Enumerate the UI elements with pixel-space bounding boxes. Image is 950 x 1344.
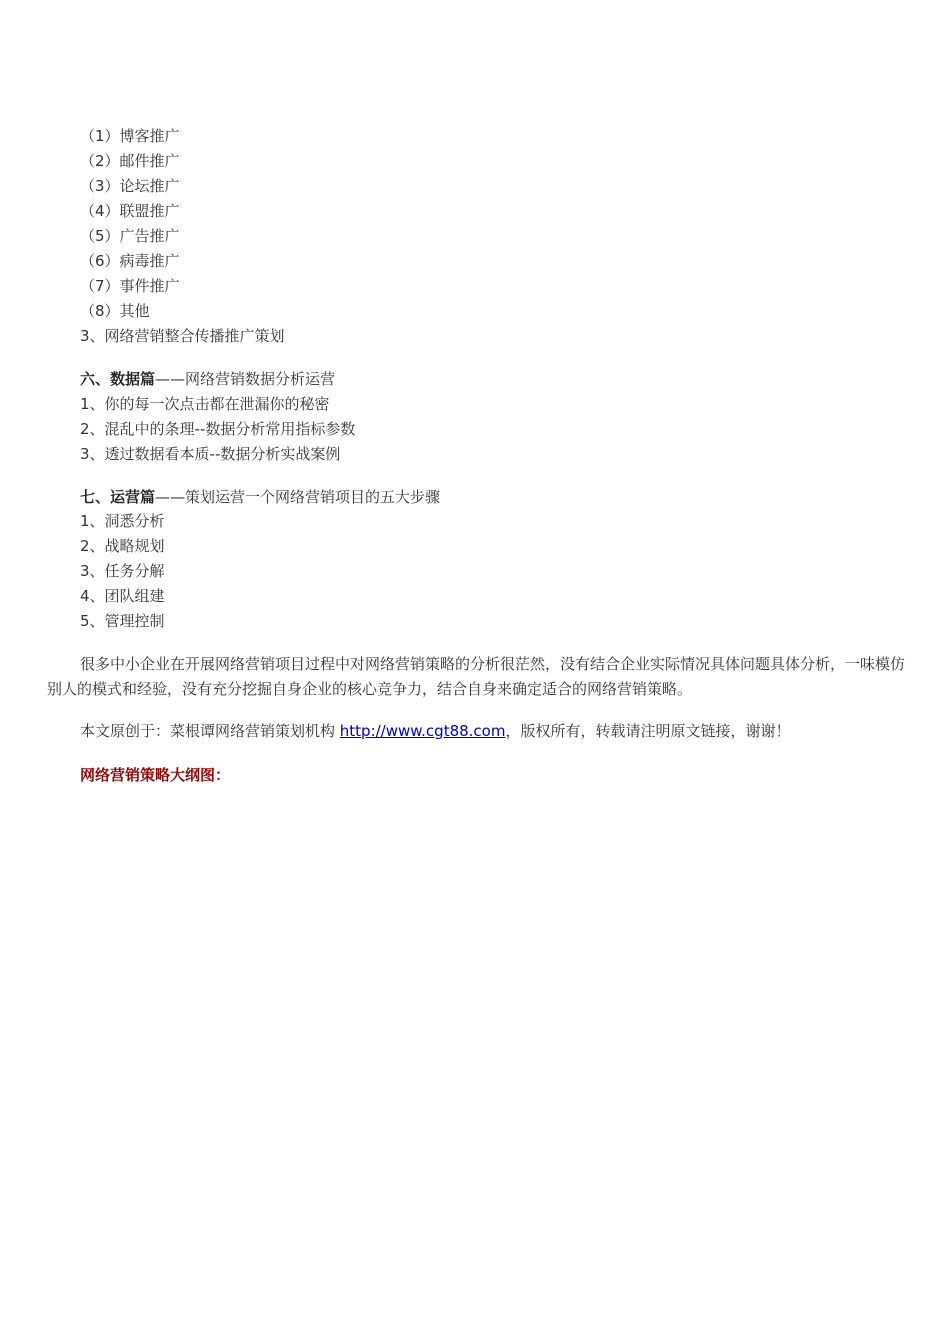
summary-paragraph: 很多中小企业在开展网络营销项目过程中对网络营销策略的分析很茫然，没有结合企业实际情况具体问题具体分析，一味模仿别人的模式和经验，没有充分挖掘自身企业的核心竞争力，结合自身来确定适合的网络营销策略。 <box>47 655 906 698</box>
list-item: 5、管理控制 <box>80 612 165 630</box>
credit-prefix: 本文原创于：菜根谭网络营销策划机构 <box>80 722 340 740</box>
list-item: （3）论坛推广 <box>80 177 180 195</box>
list-item: 4、团队组建 <box>80 587 165 605</box>
list-item: （7）事件推广 <box>80 277 180 295</box>
list-item: （6）病毒推广 <box>80 252 180 270</box>
list-item: 3、任务分解 <box>80 562 165 580</box>
list-item: 2、混乱中的条理--数据分析常用指标参数 <box>80 420 356 438</box>
list-item: 2、战略规划 <box>80 537 165 555</box>
list-item: （8）其他 <box>80 302 150 320</box>
list-item: （4）联盟推广 <box>80 202 180 220</box>
list-item: 1、洞悉分析 <box>80 512 165 530</box>
list-item: （5）广告推广 <box>80 227 180 245</box>
section-heading-subtitle: ——策划运营一个网络营销项目的五大步骤 <box>155 488 441 506</box>
section-heading <box>80 367 335 392</box>
source-link[interactable]: http://www.cgt88.com <box>339 722 506 740</box>
section-heading-label: 六、数据篇 <box>80 370 156 388</box>
section-heading <box>80 485 440 510</box>
section-heading-label: 七、运营篇 <box>80 488 156 506</box>
list-item: 3、透过数据看本质--数据分析实战案例 <box>80 445 341 463</box>
section-heading-subtitle: ——网络营销数据分析运营 <box>155 370 336 388</box>
list-item: 3、网络营销整合传播推广策划 <box>80 327 285 345</box>
credit-paragraph <box>47 719 907 744</box>
outline-title: 网络营销策略大纲图： <box>80 766 231 784</box>
list-item: 1、你的每一次点击都在泄漏你的秘密 <box>80 395 330 413</box>
list-item: （2）邮件推广 <box>80 152 180 170</box>
list-item: （1）博客推广 <box>80 127 180 145</box>
credit-suffix: ，版权所有，转载请注明原文链接，谢谢！ <box>505 722 791 740</box>
